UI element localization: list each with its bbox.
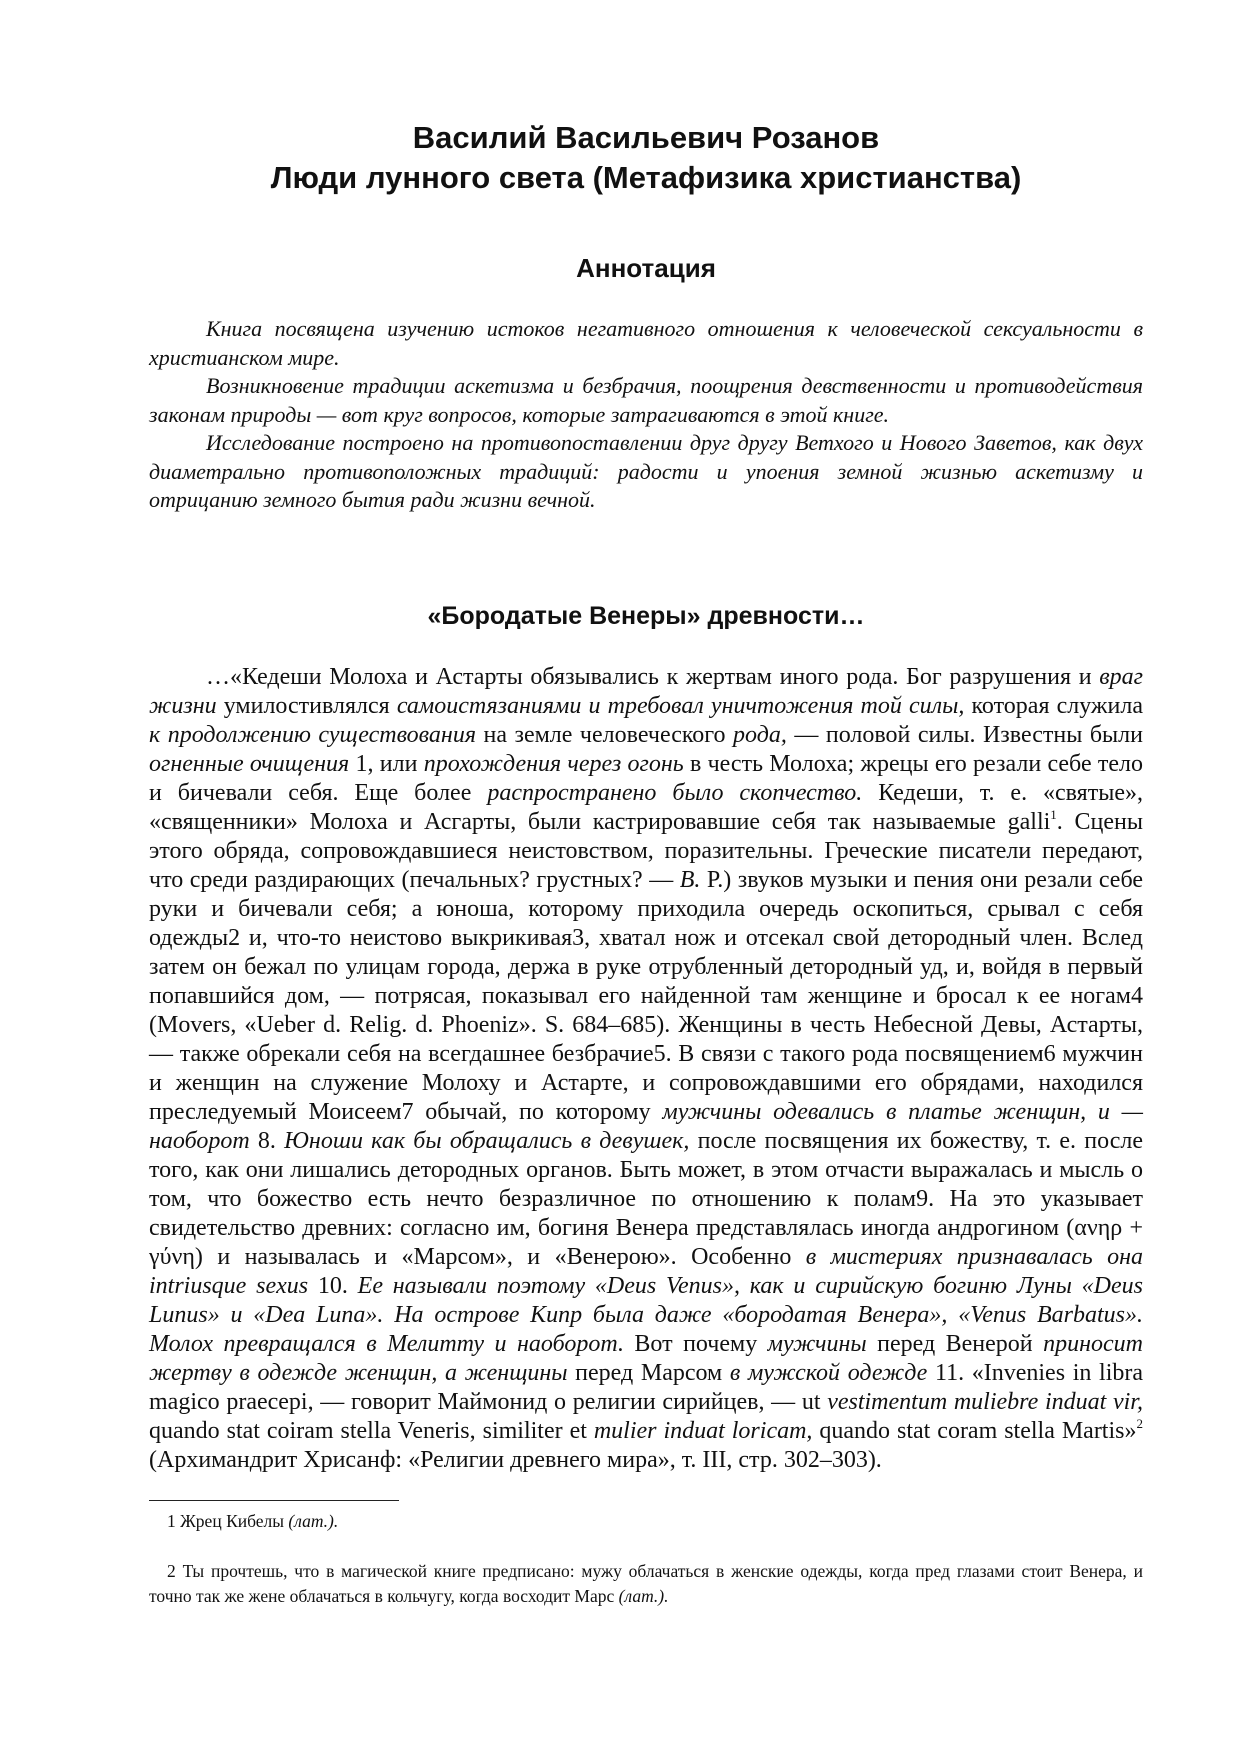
text-run: quando stat coram stella Martis» [812, 1418, 1137, 1444]
annotation-paragraph: Исследование построено на противопоставлении друг другу Ветхого и Нового Заветов, как двух диаметрально противоположных традиций: радости и упоения земной жизнью аскетизму и отрицанию земного бытия ради жизни вечной. [149, 430, 1143, 512]
section-heading: «Бородатые Венеры» древности… [427, 602, 865, 630]
emphasis-text: распространено было скопчество. [487, 780, 863, 806]
body-paragraph [149, 663, 1143, 1475]
text-run: (Архимандрит Хрисанф: «Религии древнего мира», т. III, стр. 302–303). [149, 1447, 882, 1473]
emphasis-text: vestimentum muliebre induat vir, [827, 1389, 1143, 1415]
emphasis-text: самоистязаниями и требовал уничтожения той силы, [396, 693, 965, 719]
emphasis-text: мужчины одевались в платье женщин, и — наоборот [149, 1099, 1144, 1154]
text-run: 1, или [349, 751, 424, 777]
text-run: 8. [249, 1128, 285, 1154]
annotation-text [149, 315, 1143, 515]
emphasis-text: в мужской одежде [729, 1360, 928, 1386]
annotation-paragraph: Возникновение традиции аскетизма и безбрачия, поощрения девственности и противодействия законам природы — вот круг вопросов, которые затрагиваются в этой книге. [149, 373, 1143, 427]
text-run: в честь Молоха; жрецы его резали себе тело и бичевали себя. Еще более [149, 751, 1143, 806]
text-run: 2 Ты прочтешь, что в магической книге предписано: мужу облачаться в женские одежды, когда пред глазами стоит Венера, и точно так же жене облачаться в кольчугу, когда восходит Марс [149, 1561, 1143, 1606]
text-run: — половой силы. Известны были [786, 722, 1143, 748]
text-run: Вот почему [623, 1331, 768, 1357]
footnote-ref[interactable]: 1 [1050, 807, 1057, 822]
book-title: Люди лунного света (Метафизика христианства) [270, 160, 1022, 195]
text-run: умилостивлялся [216, 693, 397, 719]
emphasis-text: огненные очищения [149, 751, 350, 777]
emphasis-text: Юноши как бы обращались в девушек, [284, 1128, 690, 1154]
annotation-heading: Аннотация [576, 253, 716, 283]
author-name: Василий Васильевич Розанов [412, 120, 880, 155]
emphasis-text: mulier induat loricam, [593, 1418, 813, 1444]
text-run: . Сцены этого обряда, сопровождавшиеся неистовством, поразительны. Греческие писатели передают, что среди раздирающих (печальных? грустных? — [149, 809, 1143, 893]
text-run: после посвящения их божеству, т. е. после того, как они лишались детородных органов. Быть может, в этом отчасти выражалась и мысль о том, что божество есть нечто безразличное по отношению к полам9. На это указывает свидетельство древних: согласно им, богиня Венера представлялась иногда андрогином (ανηρ + γύνη) и называлась и «Марсом», и «Венерою». Особенно [149, 1128, 1144, 1270]
text-run: перед Марсом [567, 1360, 730, 1386]
text-run: Кедеши, т. е. «святые», «священники» Молоха и Асгарты, были кастрировавшие себя так называемые galli [149, 780, 1143, 835]
text-run: quando stat coiram stella Veneris, similiter et [149, 1418, 594, 1444]
text-run: 11. «Invenies in libra magico praecepi, — говорит Маймонид о религии сирийцев, — ut [149, 1360, 1144, 1415]
text-run: Р.) звуков музыки и пения они резали себе руки и бичевали себя; а юноша, которому приходила очередь оскопиться, срывал с себя одежды2 и, что-то неистово выкрикивая3, хватал нож и отсекал свой детородный член. Вслед затем он бежал по улицам города, держа в руке отрубленный детородный уд, и, войдя в первый попавшийся дом, — потрясая, показывал его найденной там женщине и бросал к ее ногам4 (Movers, «Ueber d. Relig. d. Phoeniz». S. 684–685). Женщины в честь Небесной Девы, Астарты, — также обрекали себя на всегдашнее безбрачие5. В связи с такого рода посвящением6 мужчин и женщин на служение Молоху и Астарте, и сопровождавшими его обрядами, находился преследуемый Моисеем7 обычай, по которому [149, 867, 1143, 1125]
emphasis-text: мужчины [767, 1331, 867, 1357]
section-body [149, 663, 1143, 1475]
emphasis-text: враг жизни [149, 664, 1143, 719]
footnote-2 [149, 1559, 1143, 1609]
annotation-paragraph: Книга посвящена изучению истоков негативного отношения к человеческой сексуальности в христианском мире. [149, 316, 1143, 370]
emphasis-text: (лат.). [288, 1511, 339, 1531]
text-run: на земле человеческого [476, 722, 734, 748]
emphasis-text: (лат.). [618, 1586, 669, 1606]
emphasis-text: Ее называли поэтому «Deus Venus», как и сирийскую богиню Луны «Deus Lunus» и «Dea Luna». На острове Кипр была даже «бородатая Венера», «Venus Barbatus». Молох превращался в Мелитту и наоборот. [149, 1273, 1143, 1357]
footnote-1 [149, 1509, 1143, 1534]
text-run: 10. [308, 1273, 358, 1299]
emphasis-text: В. [679, 867, 701, 893]
emphasis-text: приносит жертву в одежде женщин, а женщины [149, 1331, 1144, 1386]
emphasis-text: рода, [733, 722, 787, 748]
footnote-ref[interactable]: 2 [1136, 1416, 1143, 1431]
emphasis-text: в мистериях признавалась она intriusque sexus [149, 1244, 1143, 1299]
text-run: …«Кедеши Молоха и Астарты обязывались к жертвам иного рода. Бог разрушения и [206, 664, 1100, 690]
emphasis-text: прохождения через огонь [423, 751, 684, 777]
emphasis-text: к продолжению существования [149, 722, 476, 748]
footnote-separator [149, 1500, 399, 1501]
text-run: перед Венерой [866, 1331, 1044, 1357]
text-run: которая служила [964, 693, 1143, 719]
text-run: 1 Жрец Кибелы [167, 1511, 289, 1531]
